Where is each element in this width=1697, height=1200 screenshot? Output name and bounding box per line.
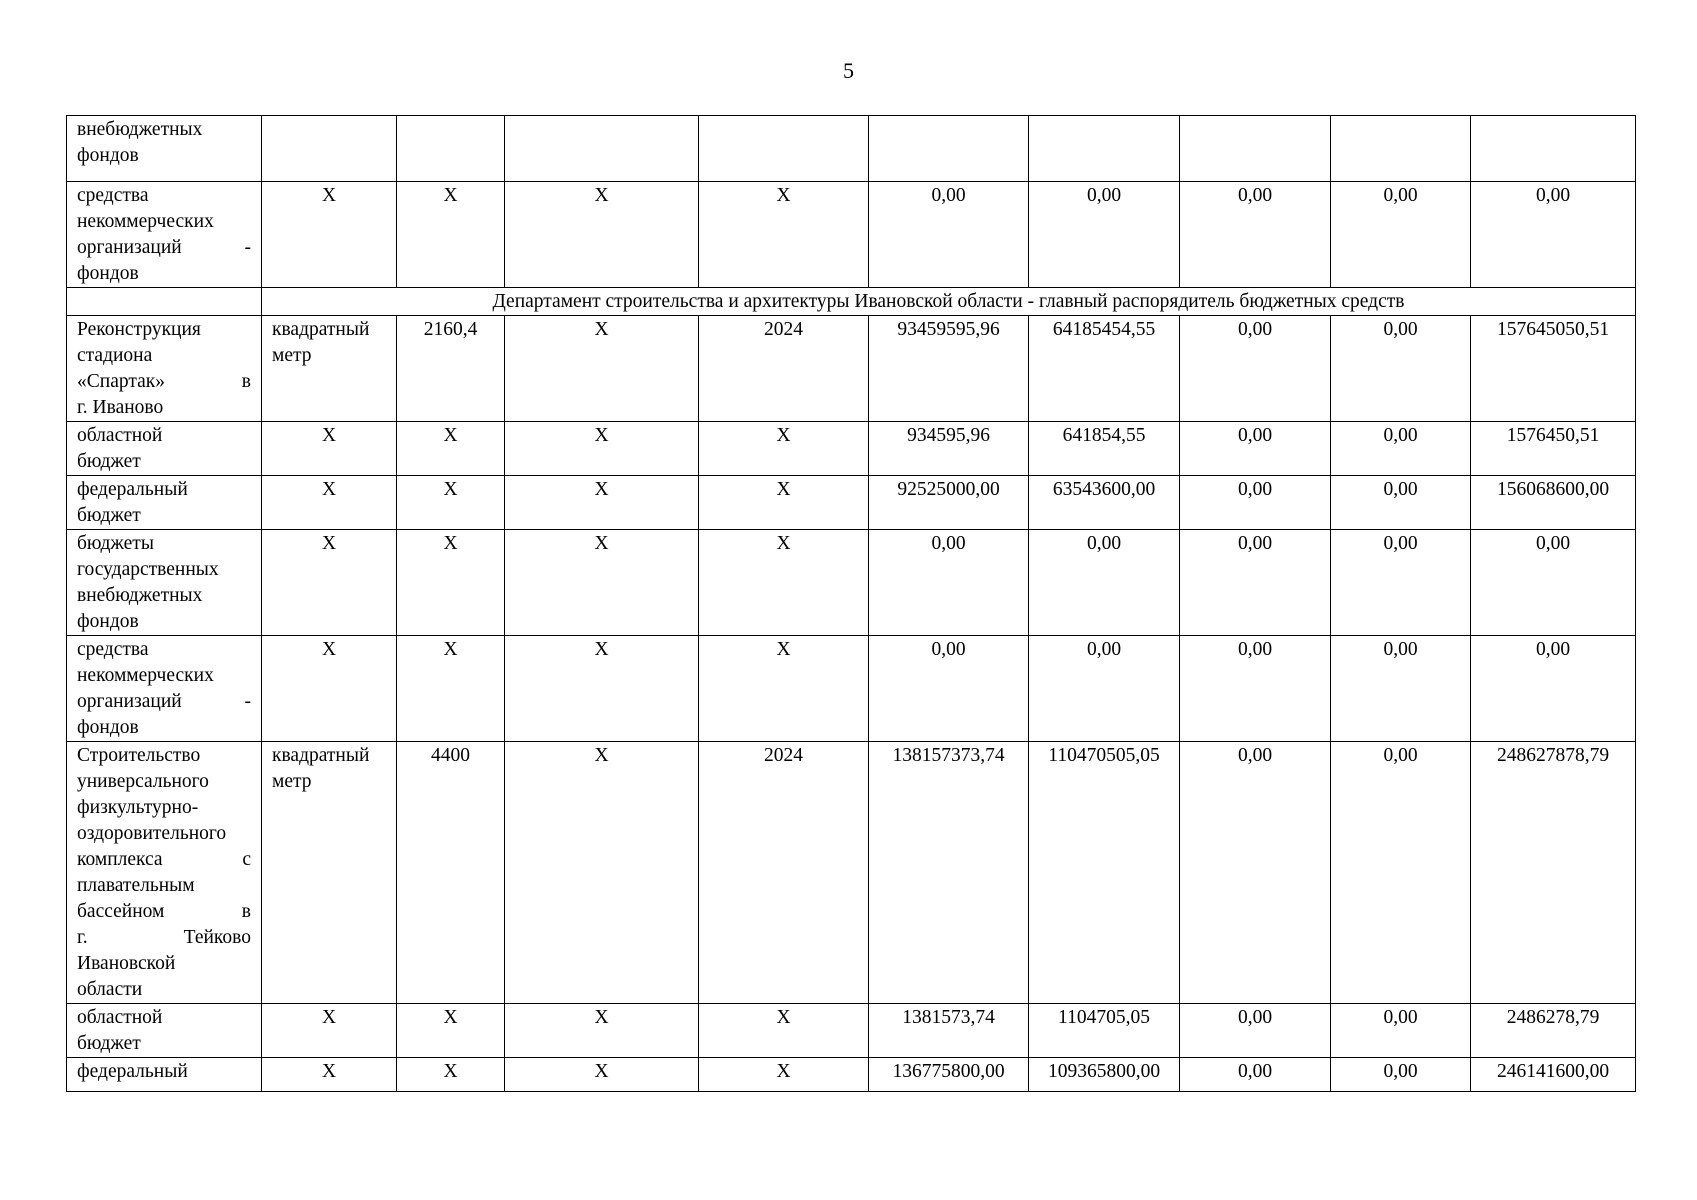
table-cell: 248627878,79 [1471,742,1636,1004]
table-cell: X [505,530,699,636]
unit-line: метр [272,345,312,366]
row-name-line: федеральный [77,1061,188,1082]
table-cell: X [699,530,869,636]
table-cell: 0,00 [1331,636,1471,742]
table-cell: X [505,422,699,476]
table-cell: 109365800,00 [1029,1058,1180,1092]
unit-line: X [321,533,337,554]
table-cell: X [397,182,505,288]
table-cell [1471,116,1636,182]
row-name-line: Ивановской [77,953,176,974]
row-name-line: Строительство [77,745,201,766]
table-cell: 0,00 [1180,1058,1331,1092]
table-cell [1029,116,1180,182]
section-header-row [67,288,1636,316]
row-name [67,1004,262,1058]
table-cell: X [699,636,869,742]
row-name-line: внебюджетных [77,119,203,140]
table-cell: 4400 [397,742,505,1004]
table-cell: X [699,422,869,476]
unit-line: X [321,425,337,446]
table-cell: 156068600,00 [1471,476,1636,530]
table-cell [1180,116,1331,182]
table-cell: 1576450,51 [1471,422,1636,476]
table-row [67,316,1636,422]
table-row [67,422,1636,476]
unit-cell [262,636,397,742]
table-cell: 2160,4 [397,316,505,422]
table-cell: 0,00 [1331,182,1471,288]
unit-cell [262,476,397,530]
row-name-line: плавательным [77,875,195,896]
row-name-line: области [77,979,143,1000]
row-name-line: стадиона [77,345,153,366]
table-cell [505,116,699,182]
table-cell: 0,00 [1331,1004,1471,1058]
row-name-line: средства [77,639,149,660]
table-cell: 0,00 [1331,742,1471,1004]
row-name-line: организаций - [77,237,251,258]
table-cell: X [397,1058,505,1092]
table-cell: 63543600,00 [1029,476,1180,530]
table-cell: 0,00 [1029,182,1180,288]
table-cell: 0,00 [1180,636,1331,742]
table-cell: 110470505,05 [1029,742,1180,1004]
table-cell: X [505,476,699,530]
row-name-line: бюджет [77,505,141,526]
row-name-line: некоммерческих [77,211,214,232]
table-cell: 136775800,00 [869,1058,1029,1092]
table-cell: X [505,316,699,422]
unit-cell [262,1058,397,1092]
row-name [67,182,262,288]
table-cell: 0,00 [1331,316,1471,422]
table-row [67,636,1636,742]
table-cell: X [699,182,869,288]
row-name-line: федеральный [77,479,188,500]
table-cell [1331,116,1471,182]
row-name-line: оздоровительного [77,823,227,844]
table-cell: X [505,1058,699,1092]
table-cell: 0,00 [1180,182,1331,288]
row-name-line: бассейном в [77,901,251,922]
row-name [67,476,262,530]
table-cell: X [505,636,699,742]
row-name-line: средства [77,185,149,206]
table-row [67,1058,1636,1092]
row-name-line: г. Тейково [77,927,251,948]
row-name-line: организаций - [77,691,251,712]
table-cell: 64185454,55 [1029,316,1180,422]
table-cell: 0,00 [869,182,1029,288]
table-cell: 0,00 [1180,316,1331,422]
table-cell: 138157373,74 [869,742,1029,1004]
table-cell: X [505,742,699,1004]
section-header: Департамент строительства и архитектуры Ивановской области - главный распорядитель бюджетных средств [262,288,1636,316]
table-cell: 246141600,00 [1471,1058,1636,1092]
table-cell: 0,00 [1331,422,1471,476]
table-cell: 2486278,79 [1471,1004,1636,1058]
row-name-line: областной [77,1007,163,1028]
table-row [67,182,1636,288]
table-cell: 641854,55 [1029,422,1180,476]
table-cell [699,116,869,182]
table-cell: 93459595,96 [869,316,1029,422]
table-row [67,476,1636,530]
table-cell: 0,00 [1180,530,1331,636]
row-name-line: «Спартак» в [77,371,251,392]
unit-line: квадратный [272,745,370,766]
table-cell: 0,00 [1331,1058,1471,1092]
unit-cell [262,422,397,476]
table-row [67,116,1636,182]
table-cell: 0,00 [1029,636,1180,742]
table-cell: 92525000,00 [869,476,1029,530]
table-cell: 0,00 [869,530,1029,636]
row-name-line: бюджет [77,451,141,472]
table-cell: 0,00 [1029,530,1180,636]
row-name-line: Реконструкция [77,319,201,340]
row-name-line: бюджет [77,1033,141,1054]
row-name-line: универсального [77,771,209,792]
row-name [67,742,262,1004]
table-cell: 157645050,51 [1471,316,1636,422]
row-name-line: бюджеты [77,533,154,554]
row-name-line: фондов [77,145,139,166]
table-cell: X [262,182,397,288]
row-name-line: государственных [77,559,219,580]
budget-table [66,115,1636,1092]
table-cell: 1104705,05 [1029,1004,1180,1058]
table-cell [262,116,397,182]
row-name-line: фондов [77,717,139,738]
table-cell: 1381573,74 [869,1004,1029,1058]
table-cell: 0,00 [1331,476,1471,530]
table-cell [869,116,1029,182]
row-name-line: внебюджетных [77,585,203,606]
table-cell: 0,00 [1471,636,1636,742]
unit-line: метр [272,771,312,792]
table-cell [397,116,505,182]
row-name-line: некоммерческих [77,665,214,686]
row-name [67,530,262,636]
unit-cell [262,316,397,422]
table-cell: X [699,476,869,530]
row-name-line: фондов [77,611,139,632]
table-cell [67,288,262,316]
unit-line: X [321,479,337,500]
table-cell: 0,00 [1180,1004,1331,1058]
table-cell: 2024 [699,742,869,1004]
unit-line: X [321,1007,337,1028]
unit-cell [262,742,397,1004]
table-cell: 0,00 [1471,530,1636,636]
row-name-line: фондов [77,263,139,284]
row-name [67,636,262,742]
table-cell: X [699,1058,869,1092]
row-name-line: областной [77,425,163,446]
table-cell: X [505,182,699,288]
unit-cell [262,1004,397,1058]
table-cell: 0,00 [1180,742,1331,1004]
table-cell: X [397,530,505,636]
table-cell: 0,00 [1180,476,1331,530]
table-cell: X [699,1004,869,1058]
row-name [67,316,262,422]
row-name-line: комплекса с [77,849,251,870]
unit-line: квадратный [272,319,370,340]
row-name [67,116,262,182]
table-row [67,742,1636,1004]
table-row [67,1004,1636,1058]
table-cell: 2024 [699,316,869,422]
table-cell: X [505,1004,699,1058]
page-number: 5 [843,58,854,83]
unit-line: X [321,1061,337,1082]
table-cell: X [397,1004,505,1058]
table-cell: 0,00 [1471,182,1636,288]
table-row [67,530,1636,636]
table-cell: X [397,636,505,742]
row-name-line: г. Иваново [77,397,164,418]
row-name-line: физкультурно- [77,797,199,818]
unit-cell [262,530,397,636]
row-name [67,422,262,476]
table-cell: X [397,476,505,530]
table-cell: 0,00 [1180,422,1331,476]
table-cell: 0,00 [869,636,1029,742]
unit-line: X [321,639,337,660]
table-cell: 934595,96 [869,422,1029,476]
row-name [67,1058,262,1092]
table-cell: X [397,422,505,476]
table-cell: 0,00 [1331,530,1471,636]
